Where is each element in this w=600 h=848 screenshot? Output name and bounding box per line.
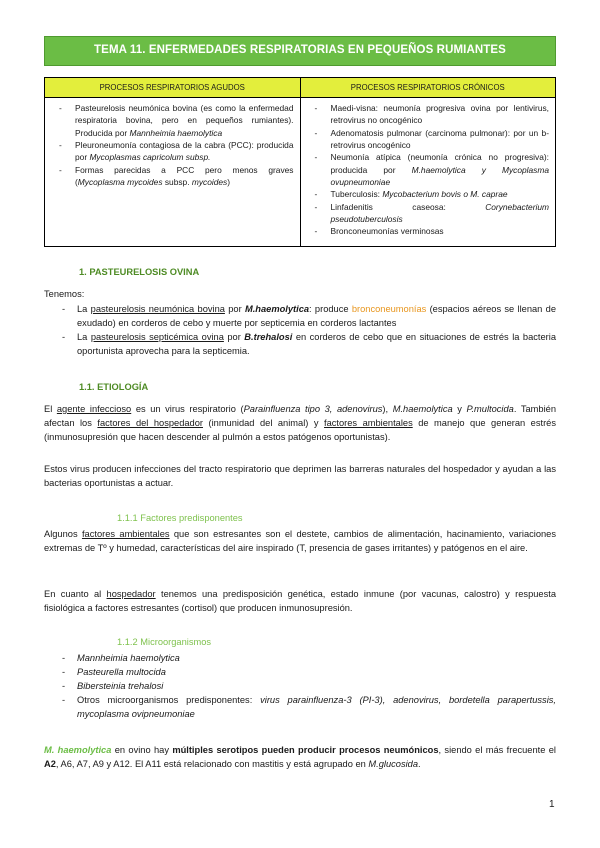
heading-pasteurelosis-ovina: 1. PASTEURELOSIS OVINA	[79, 267, 200, 277]
list-item: - Mannheimia haemolytica	[44, 652, 556, 666]
title-banner	[44, 36, 556, 66]
list-item: - Pleuroneumonía contagiosa de la cabra (PCC): producida por Mycoplasmas capricolum subsp.	[51, 139, 294, 164]
list-item: - Neumonía atípica (neumonía crónica no progresiva): producida por M.haemolytica y Mycoplasma ovupneumoniae	[307, 151, 550, 188]
table-header-chronic: PROCESOS RESPIRATORIOS CRÓNICOS	[300, 78, 556, 98]
list-item: - Formas parecidas a PCC pero menos graves (Mycoplasma mycoides subsp. mycoides)	[51, 164, 294, 189]
respiratory-processes-table	[44, 77, 556, 247]
list-item: - Pasteurella multocida	[44, 666, 556, 680]
acute-cell	[45, 98, 301, 247]
list-item: - Adenomatosis pulmonar (carcinoma pulmonar): por un b-retrovirus oncogénico	[307, 127, 550, 152]
serotipos-paragraph: M. haemolytica en ovino hay múltiples serotipos pueden producir procesos neumónicos, siendo el más frecuente el A2, A6, A7, A9 y A12. El A11 está relacionado con mastitis y está agrupado en M.glucosida.	[44, 745, 556, 769]
heading-microorganismos: 1.1.2 Microorganismos	[117, 637, 212, 647]
page-number: 1	[549, 799, 555, 810]
list-item: - Bibersteinia trehalosi	[44, 680, 556, 694]
list-item: - Maedi-visna: neumonía progresiva ovina por lentivirus, retrovirus no oncogénico	[307, 102, 550, 127]
list-item: - Bronconeumonías verminosas	[307, 225, 550, 237]
pasteurelosis-list	[44, 303, 556, 359]
list-item: - La pasteurelosis neumónica bovina por M.haemolytica: produce bronconeumonías (espacios aéreos se llenan de exudado) en corderos de cebo y muerte por septicemia en corderos lactantes	[44, 303, 556, 331]
list-item: - Pasteurelosis neumónica bovina (es como la enfermedad respiratoria bovina, pero en pequeños rumiantes). Producida por Mannheimia haemolytica	[51, 102, 294, 139]
list-item: - Otros microorganismos predisponentes: virus parainfluenza-3 (PI-3), adenovirus, bordetella parapertussis, mycoplasma ovipneumoniae	[44, 694, 556, 722]
table-header-acute: PROCESOS RESPIRATORIOS AGUDOS	[45, 78, 301, 98]
intro-text: Tenemos:	[44, 289, 85, 299]
etiologia-paragraph-1: El agente infeccioso es un virus respiratorio (Parainfluenza tipo 3, adenovirus), M.haemolytica y P.multocida. También afectan los factores del hospedador (inmunidad del animal) y factores ambientales de manejo que generan estrés (inmunosupresión que hacen descender al pulmón a estos patógenos oportunistas).	[44, 404, 556, 442]
heading-etiologia: 1.1. ETIOLOGÍA	[79, 382, 149, 392]
etiologia-paragraph-2: Estos virus producen infecciones del tracto respiratorio que deprimen las barreras naturales del hospedador y ayudan a las bacterias oportunistas a actuar.	[44, 464, 556, 488]
list-item: - Linfadenitis caseosa: Corynebacterium pseudotuberculosis	[307, 201, 550, 226]
heading-factores-predisponentes: 1.1.1 Factores predisponentes	[117, 513, 243, 523]
document-title: TEMA 11. ENFERMEDADES RESPIRATORIAS EN PEQUEÑOS RUMIANTES	[94, 44, 506, 57]
factores-paragraph-1: Algunos factores ambientales que son estresantes son el destete, cambios de alimentación, hacinamiento, variaciones extremas de Tº y humedad, características del aire inspirado (T, presencia de gases irritantes) y patógenos en el aire.	[44, 529, 556, 553]
chronic-cell	[300, 98, 556, 247]
list-item: - La pasteurelosis septicémica ovina por B.trehalosi en corderos de cebo que en situaciones de estrés la bacteria oportunista aprovecha para la septicemia.	[44, 331, 556, 359]
list-item: - Tuberculosis: Mycobacterium bovis o M. caprae	[307, 188, 550, 200]
factores-paragraph-2: En cuanto al hospedador tenemos una predisposición genética, estado inmune (por vacunas, calostro) y respuesta fisiológica a factores estresantes (cortisol) que producen inmunosupresión.	[44, 589, 556, 613]
microorganismos-list	[44, 652, 556, 722]
